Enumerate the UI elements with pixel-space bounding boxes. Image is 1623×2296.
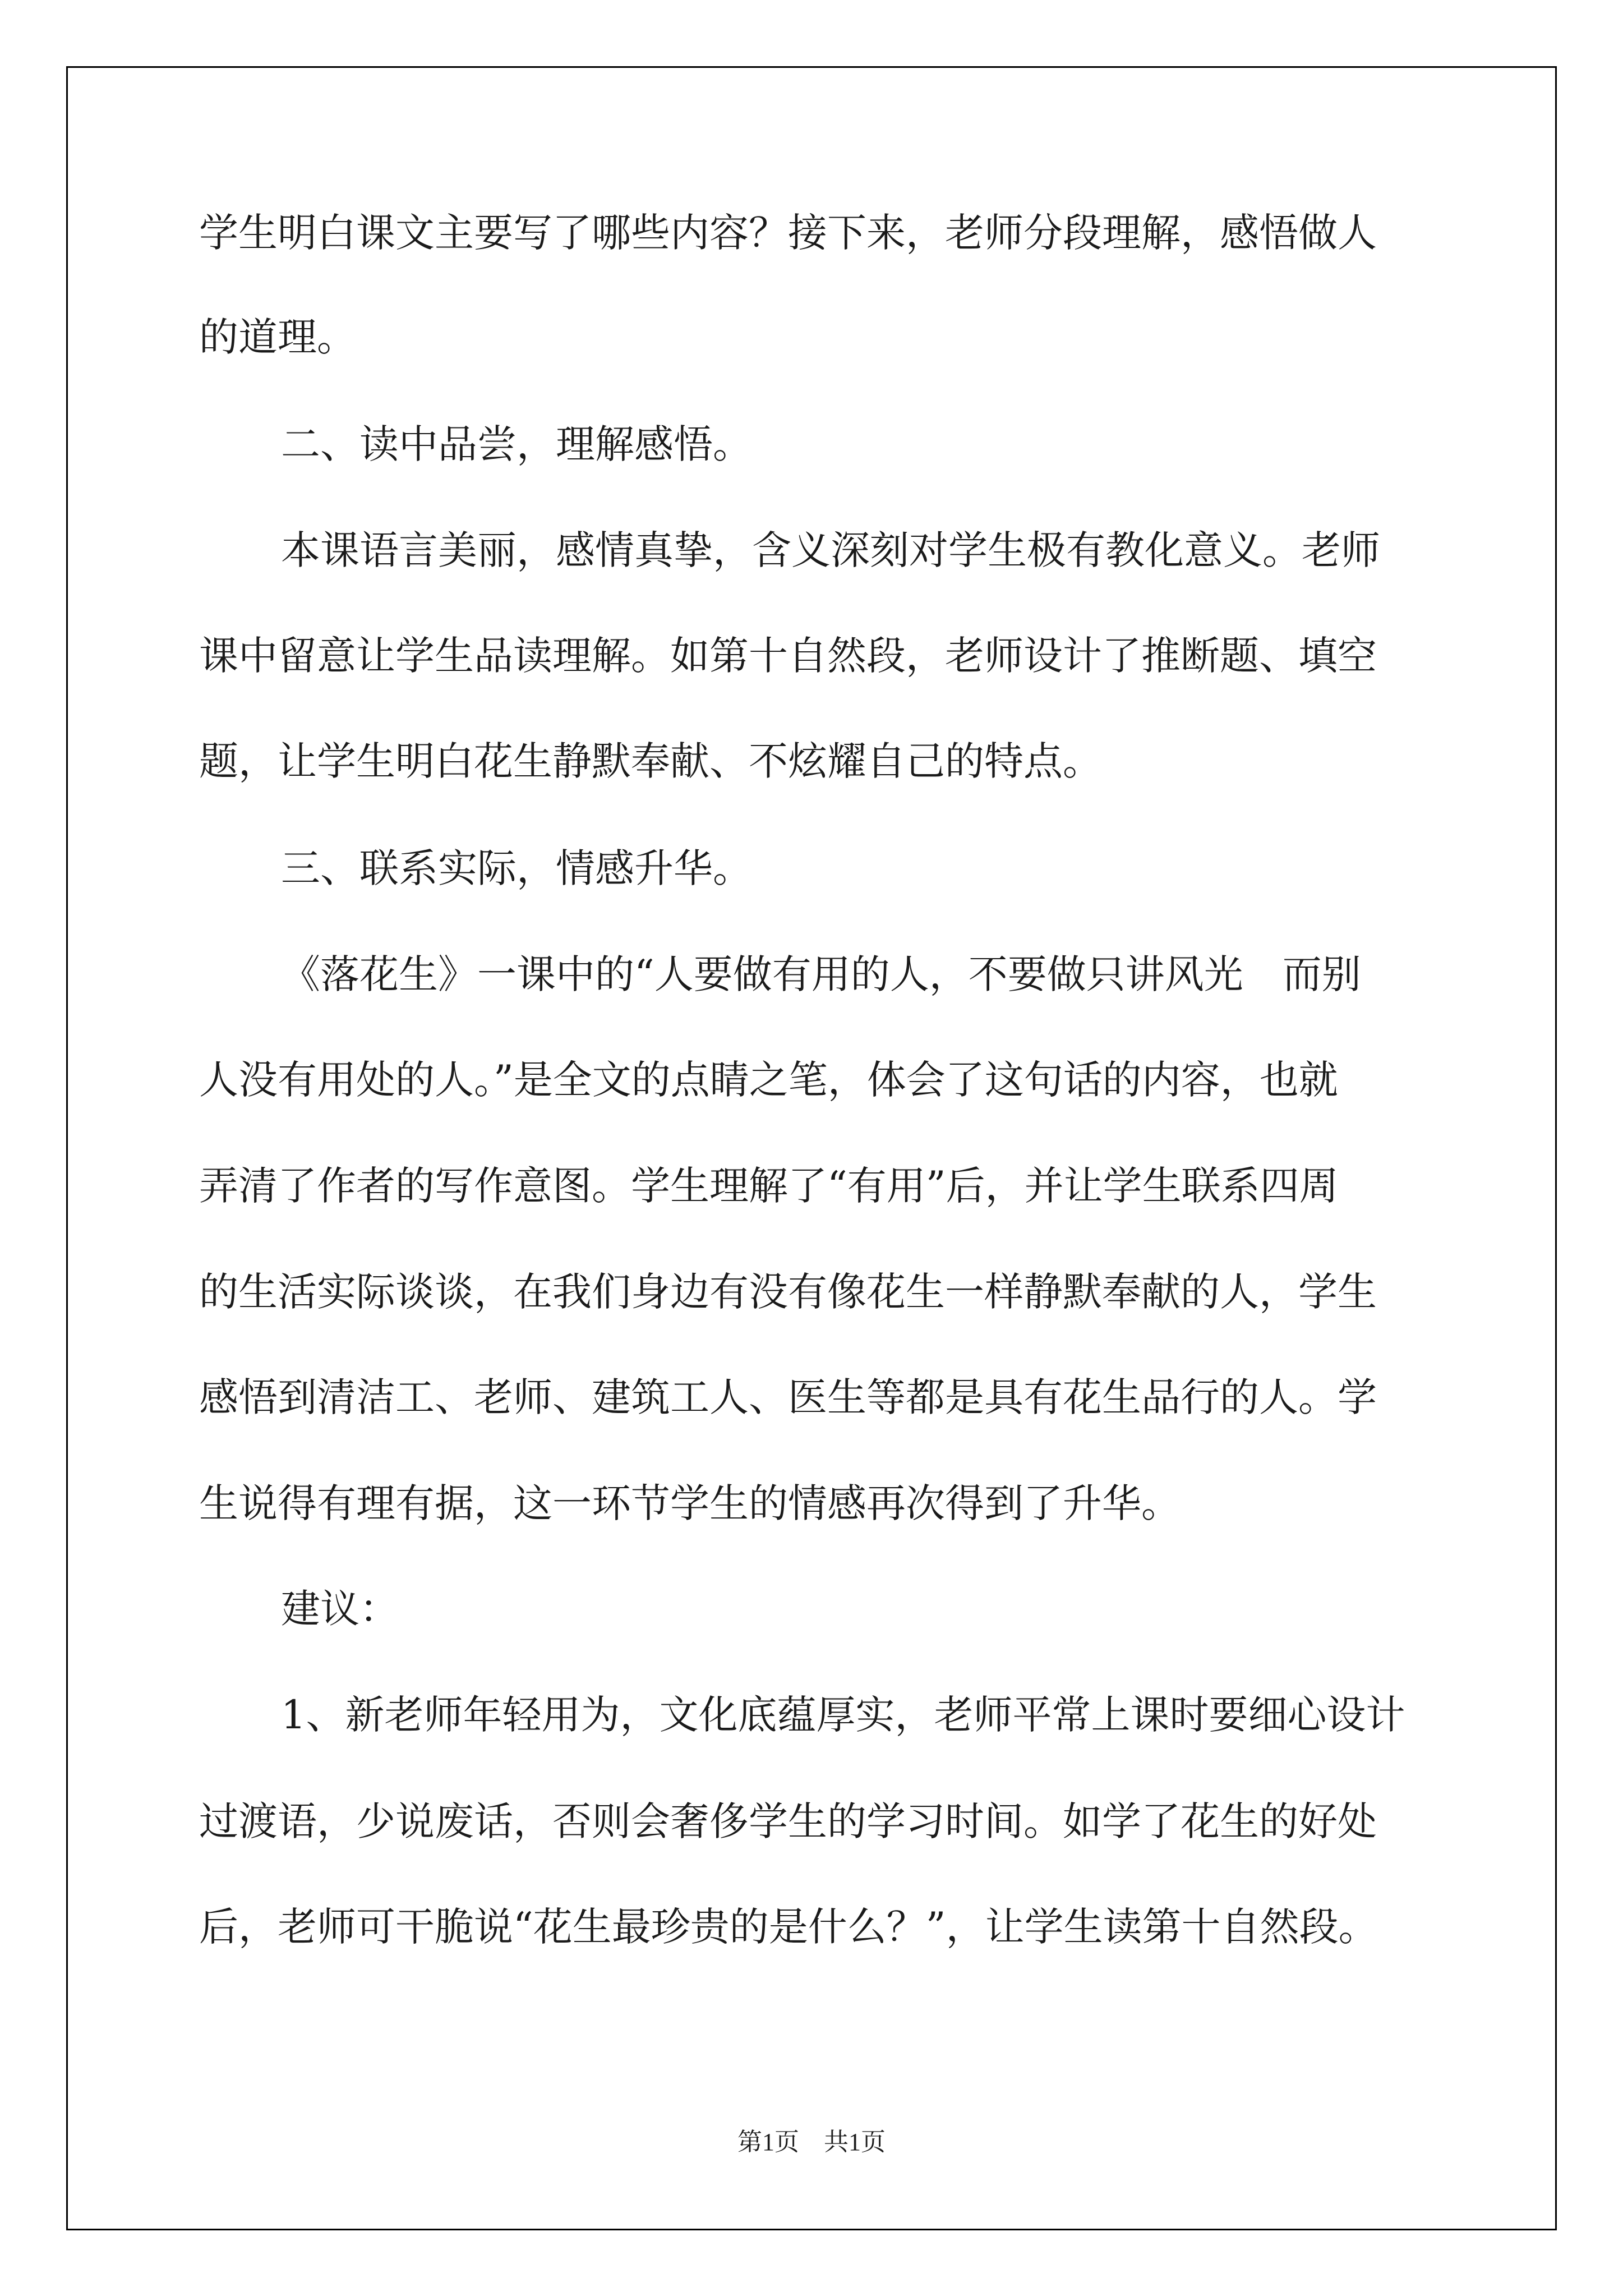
text-line: 本课语言美丽，感情真挚，含义深刻对学生极有教化意义。老师	[281, 527, 1380, 573]
text-line: 过渡语，少说废话，否则会奢侈学生的学习时间。如学了花生的好处	[199, 1798, 1377, 1844]
text-line: 人没有用处的人。”是全文的点睛之笔，体会了这句话的内容，也就	[199, 1057, 1338, 1103]
text-line: 弄清了作者的写作意图。学生理解了“有用”后，并让学生联系四周	[199, 1163, 1339, 1209]
page-footer: 第1页 共1页	[737, 2128, 886, 2156]
text-line: 1、新老师年轻用为，文化底蕴厚实，老师平常上课时要细心设计	[281, 1692, 1405, 1738]
text-line: 后，老师可干脆说“花生最珍贵的是什么？”，让学生读第十自然段。	[199, 1904, 1378, 1950]
section-heading: 三、联系实际，情感升华。	[281, 845, 752, 891]
section-heading: 建议：	[281, 1586, 399, 1632]
text-line: 课中留意让学生品读理解。如第十自然段，老师设计了推断题、填空	[199, 633, 1377, 679]
text-line: 的道理。	[199, 314, 356, 360]
section-heading: 二、读中品尝，理解感悟。	[281, 421, 752, 467]
text-line: 生说得有理有据，这一环节学生的情感再次得到了升华。	[199, 1480, 1181, 1526]
text-line: 感悟到清洁工、老师、建筑工人、医生等都是具有花生品行的人。学	[199, 1374, 1377, 1420]
text-line: 《落花生》一课中的“人要做有用的人，不要做只讲风光 而别	[281, 951, 1361, 997]
text-line: 学生明白课文主要写了哪些内容？接下来，老师分段理解，感悟做人	[199, 210, 1377, 256]
text-line: 题，让学生明白花生静默奉献、不炫耀自己的特点。	[199, 738, 1102, 784]
text-line: 的生活实际谈谈，在我们身边有没有像花生一样静默奉献的人，学生	[199, 1269, 1377, 1315]
